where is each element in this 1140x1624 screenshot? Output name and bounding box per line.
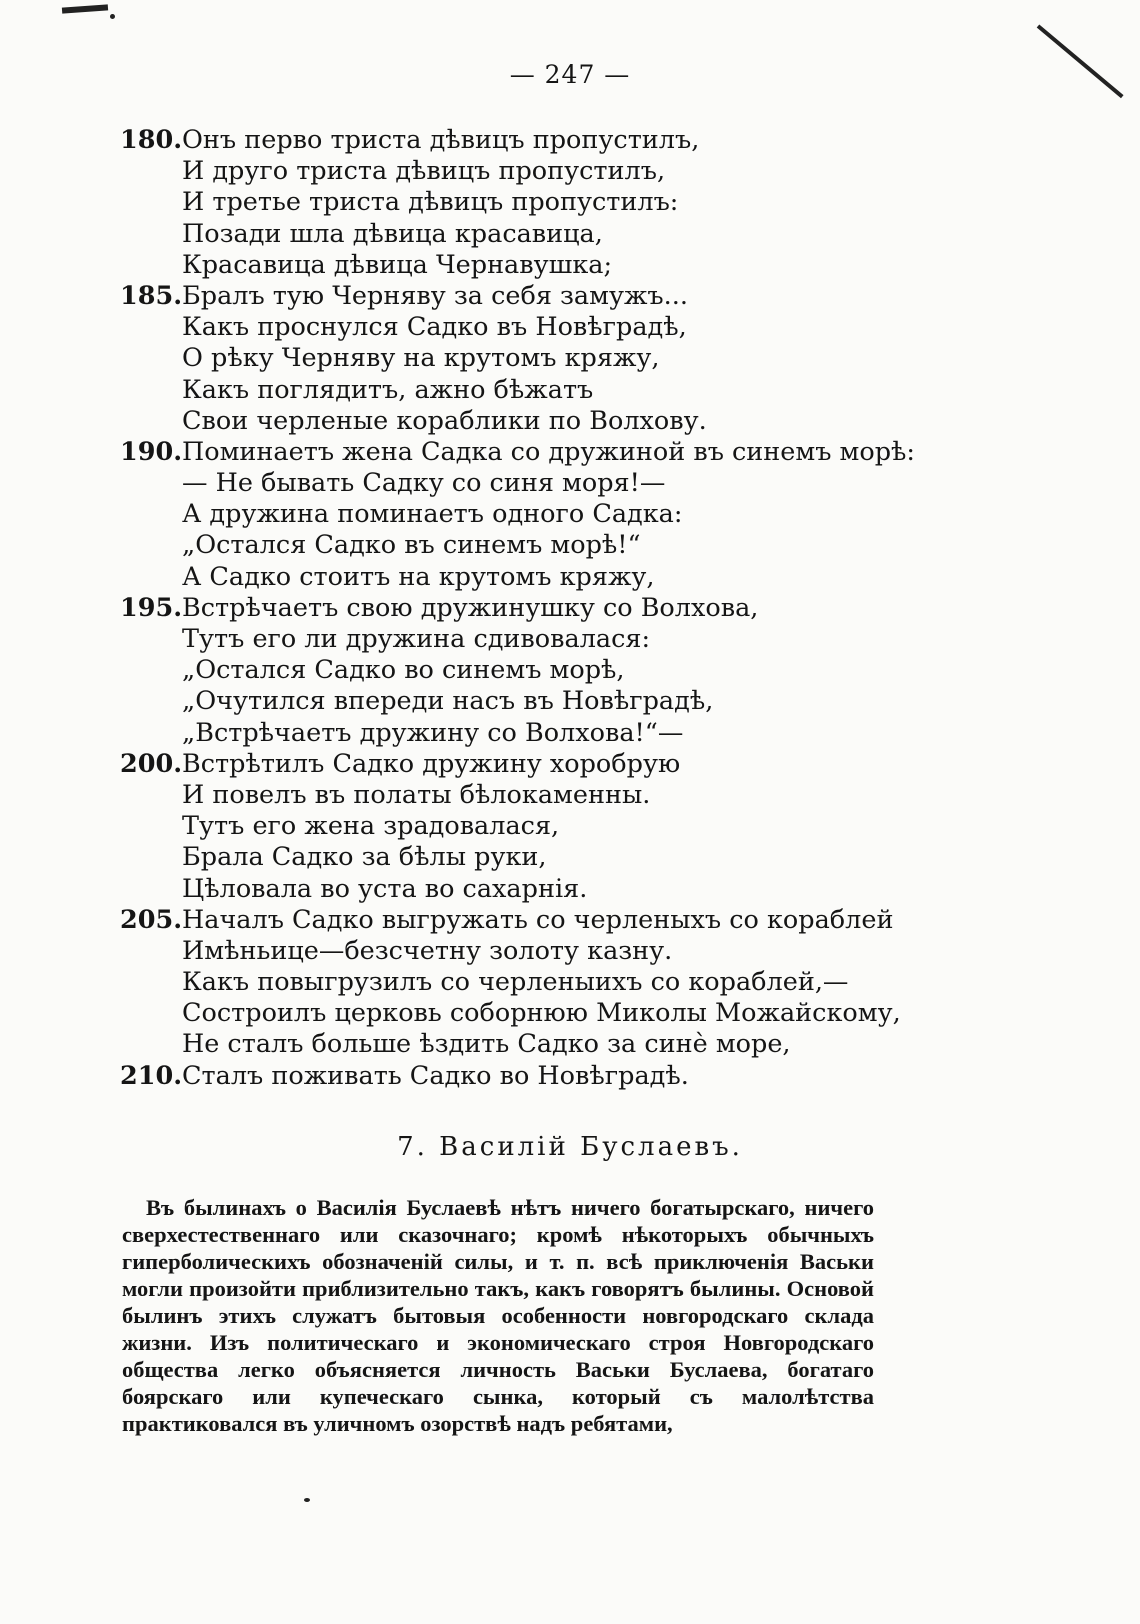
verse-line (120, 436, 916, 468)
verse-line (120, 187, 880, 218)
verse-line-text: Онъ перво триста дѣвицъ пропустилъ, (182, 125, 700, 155)
verse-line-text: Встрѣтилъ Садко дружину хоробрую (182, 748, 681, 779)
verse-line-text: Началъ Садко выгружать со черленыхъ со кораблей (182, 904, 894, 935)
verse-line (120, 780, 880, 811)
verse-line (120, 219, 880, 250)
verse-line-text: О рѣку Черняву на крутомъ кряжу, (182, 343, 660, 374)
verse-line-text: Какъ повыгрузилъ со черленыихъ со кораблей,— (182, 967, 849, 998)
section-title: 7. Василій Буслаевъ. (397, 1132, 743, 1162)
verse-line (120, 250, 880, 281)
scan-artifact-top-left-dot (110, 14, 115, 19)
verse-line-text: — Не бывать Садку со синя моря!— (182, 468, 666, 499)
verse-line (120, 593, 880, 624)
verse-line-text: Цѣловала во уста во сахарнія. (182, 873, 588, 904)
prose-paragraph: Въ былинахъ о Василія Буслаевѣ нѣтъ ничего богатырскаго, ничего сверхестественнаго или сказочнаго; кромѣ нѣкоторыхъ обычныхъ гиперболическихъ обозначеній силы, и т. п. всѣ приключенія Васьки могли произойти приблизительно такъ, какъ говорятъ былины. Основой былинъ этихъ служатъ бытовыя особенности новгородскаго склада жизни. Изъ политическаго и экономическаго строя Новгородскаго общества легко объясняется личность Васьки Буслаева, богатаго боярскаго или купеческаго сынка, который съ малолѣтства практиковался въ уличномъ озорствѣ надъ ребятами, (122, 1195, 874, 1436)
verse-line (120, 842, 880, 873)
verse-line (120, 967, 880, 998)
line-number: 210. (120, 1060, 183, 1091)
verse-line-text: И третье триста дѣвицъ пропустилъ: (182, 187, 679, 218)
verse-line (120, 811, 880, 842)
line-number: 180. (120, 125, 183, 155)
verse-line (120, 998, 901, 1029)
verse-line-text: Какъ поглядитъ, ажно бѣжатъ (182, 374, 594, 405)
verse-line-text: Тутъ его жена зрадовалася, (182, 811, 560, 842)
verse-line-text: И друго триста дѣвицъ пропустилъ, (182, 156, 666, 187)
verse-line (120, 125, 880, 156)
verse-line-text: А дружина поминаетъ одного Садка: (182, 499, 683, 530)
verse-line (120, 312, 880, 343)
verse-block (120, 125, 916, 1092)
verse-line (120, 468, 880, 499)
verse-line-text: Свои черленые кораблики по Волхову. (182, 405, 707, 436)
verse-line (120, 718, 880, 749)
verse-line-text: „Очутился впереди насъ въ Новѣградѣ, (182, 686, 714, 717)
verse-line-text: Состроилъ церковь соборнюю Миколы Можайскому, (182, 998, 901, 1029)
verse-line-text: Брала Садко за бѣлы руки, (182, 842, 547, 873)
verse-line (120, 624, 880, 655)
verse-line (120, 1061, 880, 1092)
verse-line (120, 562, 880, 593)
verse-line (120, 904, 894, 936)
verse-line (120, 749, 880, 780)
line-number: 205. (120, 904, 183, 935)
verse-line (120, 686, 880, 717)
verse-line-text: Красавица дѣвица Чернавушка; (182, 249, 613, 280)
scan-artifact-top-left (62, 4, 108, 13)
verse-line (120, 375, 880, 406)
verse-line-text: „Остался Садко въ синемъ морѣ!“ (182, 530, 641, 561)
line-number: 195. (120, 592, 183, 623)
verse-line (120, 655, 880, 686)
verse-line (120, 530, 880, 561)
verse-line-text: Бралъ тую Черняву за себя замужъ... (182, 280, 688, 311)
verse-line-text: А Садко стоитъ на крутомъ кряжу, (182, 561, 655, 592)
verse-line-text: Тутъ его ли дружина сдивовалася: (182, 624, 651, 654)
verse-line-text: Не сталъ больше ѣздить Садко за синѐ море, (182, 1029, 791, 1060)
line-number: 190. (120, 436, 183, 467)
verse-line-text: Имѣньице—безсчетну золоту казну. (182, 935, 673, 966)
verse-line (120, 406, 880, 437)
verse-line-text: Встрѣчаетъ свою дружинушку со Волхова, (182, 592, 759, 623)
verse-line-text: Поминаетъ жена Садка со дружиной въ синемъ морѣ: (182, 436, 916, 467)
verse-line-text: „Встрѣчаетъ дружину со Волхова!“— (182, 717, 684, 748)
scan-artifact-bottom-dot (304, 1498, 310, 1502)
verse-line (120, 499, 880, 530)
line-number: 185. (120, 280, 183, 311)
line-number: 200. (120, 748, 183, 779)
verse-line-text: „Остался Садко во синемъ морѣ, (182, 655, 625, 686)
verse-line (120, 343, 880, 374)
verse-line-text: И повелъ въ полаты бѣлокаменны. (182, 779, 651, 810)
page-number: — 247 — (509, 60, 631, 89)
verse-line (120, 936, 880, 967)
verse-line (120, 1029, 880, 1060)
verse-line-text: Какъ проснулся Садко въ Новѣградѣ, (182, 312, 687, 343)
verse-line (120, 156, 880, 187)
verse-line (120, 874, 880, 905)
verse-line-text: Сталъ поживать Садко во Новѣградѣ. (182, 1060, 689, 1091)
verse-line (120, 281, 880, 312)
verse-line-text: Позади шла дѣвица красавица, (182, 218, 603, 249)
